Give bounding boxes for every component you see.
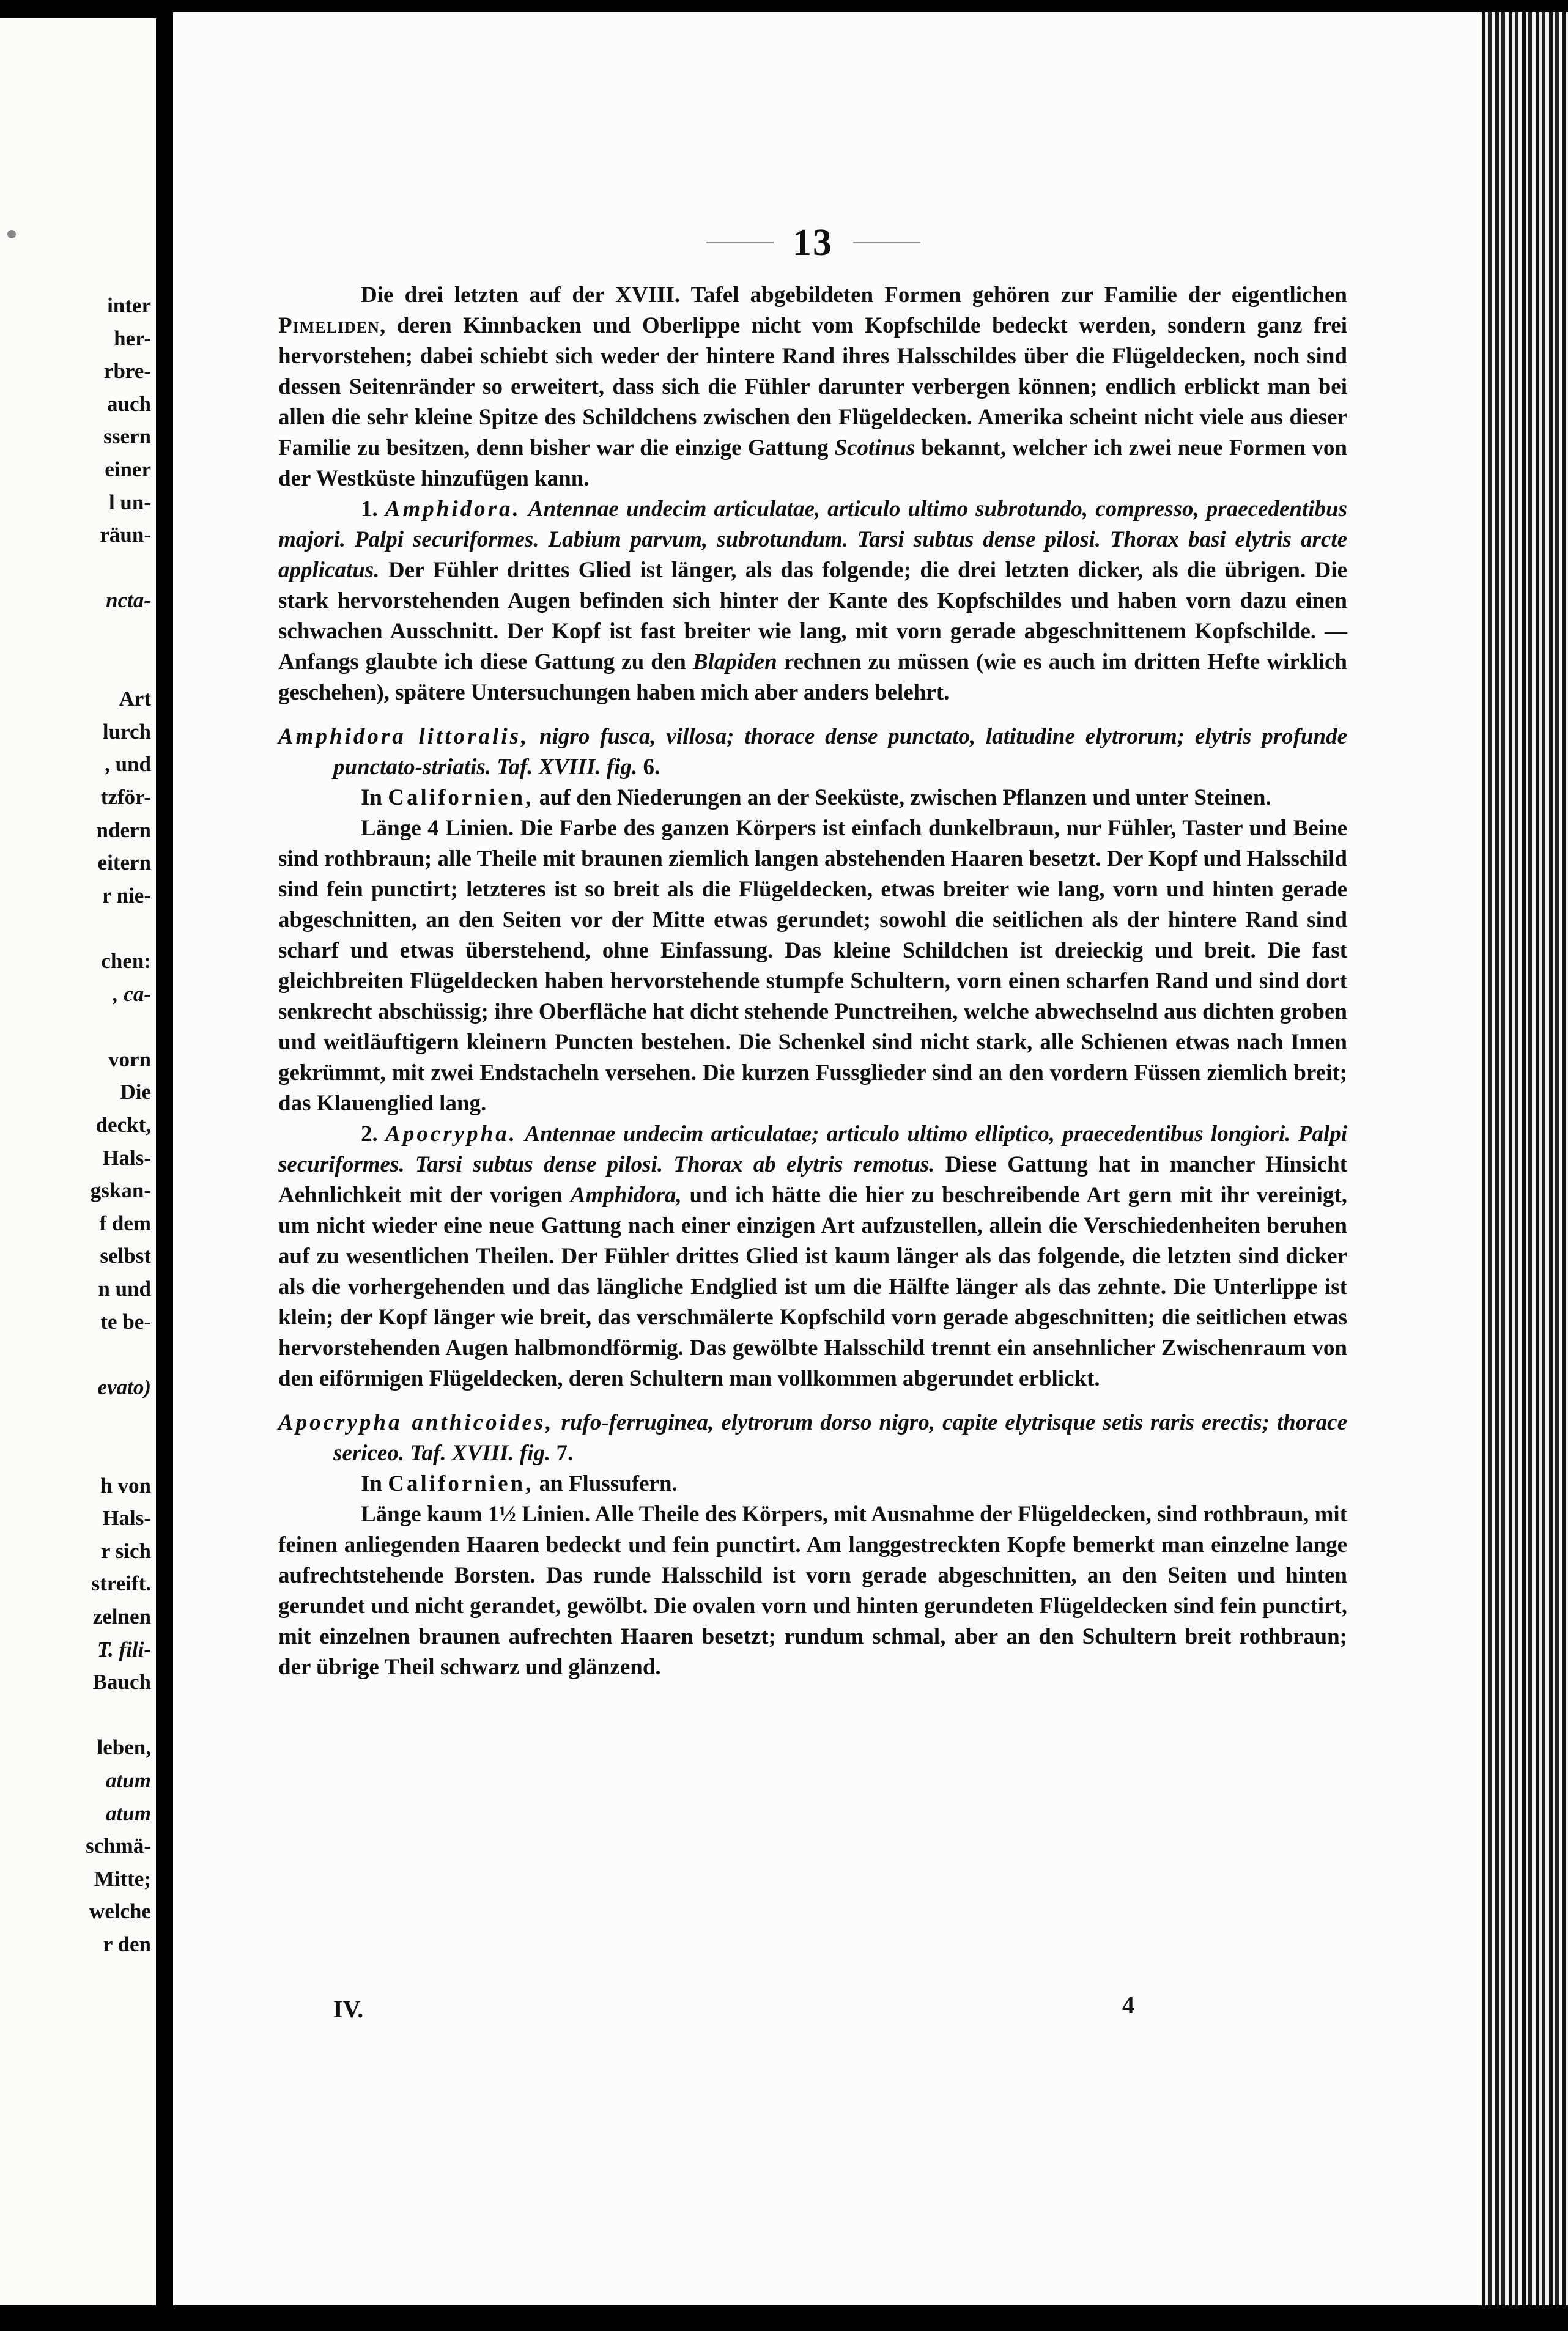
left-text-fragment: räun- [100, 523, 151, 547]
text-run: Amphidora littoralis, [278, 724, 530, 749]
text-run: Apocrypha. [385, 1121, 517, 1147]
text-run [521, 497, 528, 522]
left-text-fragment: Hals- [102, 1506, 151, 1531]
text-run: Californien, [388, 1471, 534, 1496]
left-text-fragment: l un- [108, 490, 151, 514]
left-text-fragment: inter [107, 294, 151, 317]
page-number-rule-left [706, 242, 774, 243]
left-page-fragment [0, 18, 156, 2305]
text-run: nigro fusca, villosa; thorace dense punctato, latitudine elytrorum; elytris profunde punctato-striatis. Taf. XVIII. fig. [333, 724, 1347, 780]
text-run: Die drei letzten auf der XVIII. Tafel abgebildeten Formen gehören zur Familie der eigentlichen [361, 283, 1347, 308]
text-run: Scotinus [834, 435, 915, 460]
paragraph [278, 1408, 1347, 1469]
left-text-fragment: T. fili- [97, 1637, 151, 1661]
text-run: 2. [361, 1121, 386, 1147]
left-text-fragment: atum [106, 1801, 151, 1825]
text-run: auf den Niederungen an der Seeküste, zwischen Pflanzen und unter Steinen. [533, 785, 1271, 810]
page-number: 13 [793, 222, 833, 264]
text-run: Amphidora. [385, 497, 521, 522]
left-text-fragment: Hals- [102, 1145, 151, 1170]
left-text-fragment: einer [105, 457, 151, 481]
left-text-fragment: Die [120, 1080, 151, 1104]
ink-spot [7, 230, 16, 238]
paragraph [278, 280, 1347, 494]
text-run: , deren Kinnbacken und Oberlippe nicht vom Kopfschilde bedeckt werden, sondern ganz frei hervorstehen; dabei schiebt sich weder der hintere Rand ihres Halsschildes über die Flügeldecken, noch sind dessen Seitenränder so erweitert, dass sich die Fühler darunter verbergen können; endlich erblickt man bei allen die sehr kleine Spitze des Schildchens zwischen den Flügeldecken. Amerika scheint nicht viele aus dieser Familie zu besitzen, denn bisher war die einzige Gattung [278, 313, 1347, 460]
left-text-fragment: rbre- [103, 359, 151, 383]
left-text-fragment: streift. [91, 1572, 151, 1596]
left-text-fragment: tzför- [100, 785, 151, 809]
paragraph [278, 722, 1347, 783]
text-run: rechnen zu müssen (wie es auch im dritten Hefte wirklich geschehen), spätere Untersuchungen haben mich aber anders belehrt. [278, 649, 1347, 705]
left-text-fragment: her- [114, 326, 151, 350]
text-run: In [361, 1471, 388, 1496]
text-run [529, 724, 539, 749]
text-run: Apocrypha anthicoides, [278, 1410, 554, 1435]
left-text-fragment: ssern [103, 424, 151, 449]
left-text-fragment: r sich [101, 1539, 151, 1563]
text-run: Diese Gattung hat in mancher Hinsicht Aehnlichkeit mit der vorigen [278, 1152, 1347, 1208]
left-text-fragment: Mitte; [94, 1866, 151, 1891]
text-run: an Flussufern. [533, 1471, 678, 1496]
left-text-fragment: chen: [101, 949, 151, 973]
left-text-fragment: auch [107, 391, 151, 416]
left-text-fragment: Bauch [92, 1670, 151, 1694]
text-run [517, 1121, 525, 1147]
left-text-fragment: atum [106, 1768, 151, 1792]
left-text-fragment: r nie- [102, 883, 151, 907]
text-run: Länge 4 Linien. Die Farbe des ganzen Körpers ist einfach dunkelbraun, nur Fühler, Taster und Beine sind rothbraun; alle Theile mit braunen ziemlich langen abstehenden Haaren besetzt. Der Kopf und Halsschild sind fein punctirt; letzteres ist so breit als die Flügeldecken, etwas breiter wie lang, vorn und hinten gerade abgeschnitten, an den Seiten vor der Mitte etwas gerundet; sowohl die seitlichen als der hintere Rand sind scharf und etwas überstehend, ohne Einfassung. Das kleine Schildchen ist dreieckig und breit. Die fast gleichbreiten Flügeldecken haben hervorstehende stumpfe Schultern, vorn einen scharfen Rand und sind dort senkrecht abschüssig; ihre Oberfläche hat dicht stehende Punctreihen, welche abwechselnd aus dichten groben und weitläuftigern kleinern Puncten bestehen. Die Schenkel sind nicht stark, alle Schienen etwas nach Innen gekrümmt, mit zwei Endstacheln versehen. Die kurzen Fussglieder sind an den vordern Füssen ziemlich breit; das Klauenglied lang. [278, 816, 1347, 1116]
paragraph [278, 783, 1347, 813]
text-run: rufo-ferruginea, elytrorum dorso nigro, capite elytrisque setis raris erectis; thorace sericeo. Taf. XVIII. fig. [333, 1410, 1348, 1466]
left-text-fragment: h von [100, 1473, 151, 1498]
page-number-rule-right [853, 242, 920, 243]
text-run: 1. [361, 497, 385, 522]
text-run: In [361, 785, 388, 810]
body-text [278, 280, 1347, 1683]
paragraph [278, 1499, 1347, 1683]
paragraph [278, 813, 1347, 1119]
text-run: Californien, [388, 785, 534, 810]
text-run: bekannt, welcher ich zwei neue Formen von der Westküste hinzufügen kann. [278, 435, 1348, 491]
paragraph [278, 1119, 1347, 1394]
paragraph [278, 494, 1347, 708]
text-run: Der Fühler drittes Glied ist länger, als das folgende; die drei letzten dicker, als die übrigen. Die stark hervorstehenden Augen befinden sich hinter der Kante des Kopfschildes und haben vorn dazu einen schwachen Ausschnitt. Der Kopf ist fast breiter wie lang, mit vorn gerade abgeschnittenem Kopfschilde. — Anfangs glaubte ich diese Gattung zu den [278, 558, 1347, 674]
page-gutter [156, 18, 173, 2305]
left-text-fragment: deckt, [95, 1113, 151, 1137]
left-text-fragment: te be- [100, 1309, 151, 1334]
left-text-fragment: lurch [102, 719, 151, 744]
sheet-number: 4 [1122, 1991, 1134, 2019]
left-text-fragment: schmä- [86, 1834, 151, 1858]
left-text-fragment: ndern [96, 818, 151, 842]
text-run: und ich hätte die hier zu beschreibende Art gern mit ihr vereinigt, um nicht wieder eine neue Gattung nach einer einzigen Art aufzustellen, allein die Verschiedenheiten beruhen auf zu wesentlichen Theilen. Der Fühler drittes Glied ist kaum länger als das folgende, die letzten sind dicker als die vorhergehenden und das längliche Endglied ist um die Hälfte länger als das zehnte. Die Unterlippe ist klein; der Kopf länger wie breit, das verschmälerte Kopfschild vorn gerade abgeschnitten; die seitlichen etwas hervorstehenden Augen halbmondförmig. Das gewölbte Halsschild trennt ein ansehnlicher Zwischenraum von den eiförmigen Flügeldecken, deren Schultern man vollkommen abgerundet erblickt. [278, 1183, 1348, 1391]
left-text-fragment: ncta- [106, 588, 151, 613]
text-run [553, 1410, 561, 1435]
left-text-fragment: , ca- [113, 981, 151, 1006]
text-run: Pimeliden [278, 313, 380, 338]
left-text-fragment: eitern [97, 851, 151, 875]
left-text-fragment: evato) [97, 1375, 151, 1399]
left-text-fragment: vorn [108, 1047, 151, 1071]
left-text-fragment: welche [89, 1899, 151, 1924]
page-bottom-edge [173, 2305, 1568, 2331]
page-edge [1482, 12, 1568, 2324]
text-run: Länge kaum 1½ Linien. Alle Theile des Körpers, mit Ausnahme der Flügeldecken, sind rothbraun, mit feinen anliegenden Haaren bedeckt und fein punctirt. Am langgestreckten Kopfe bemerkt man einzelne lange aufrechtstehende Borsten. Das runde Halsschild ist vorn gerade abgeschnitten, an den Seiten und hinten gerundet und nicht gerandet, gewölbt. Die ovalen vorn und hinten gerundeten Flügeldecken sind fein punctirt, mit einzelnen braunen aufrechten Haaren besetzt; rundum schmal, aber an den Schultern breit rothbraun; der übrige Theil schwarz und glänzend. [278, 1502, 1347, 1680]
left-text-fragment: Art [119, 687, 151, 711]
left-text-fragment: r den [103, 1932, 151, 1956]
text-run: 7. [550, 1441, 574, 1466]
text-run: 6. [637, 755, 660, 780]
left-text-fragment: , und [105, 752, 151, 777]
text-run: Amphidora, [570, 1183, 682, 1208]
left-text-fragment: selbst [100, 1244, 151, 1268]
text-run: Blapiden [692, 649, 777, 674]
text-run: Antennae undecim articulatae, articulo ultimo subrotundo, compresso, praecedentibus majori. Palpi securiformes. Labium parvum, subrotundum. Tarsi subtus dense pilosi. Thorax basi elytris arcte applicatus. [278, 497, 1348, 583]
text-run: Antennae undecim articulatae; articulo ultimo elliptico, praecedentibus longiori. Palpi securiformes. Tarsi subtus dense pilosi. Thorax ab elytris remotus. [278, 1121, 1348, 1177]
left-text-fragment: zelnen [92, 1605, 151, 1628]
signature-mark: IV. [333, 1995, 364, 2023]
left-text-fragment: n und [98, 1277, 151, 1301]
left-text-fragment: gskan- [90, 1178, 151, 1203]
left-text-fragment: leben, [97, 1735, 151, 1760]
left-text-fragment: f dem [99, 1211, 151, 1235]
paragraph [278, 1469, 1347, 1499]
